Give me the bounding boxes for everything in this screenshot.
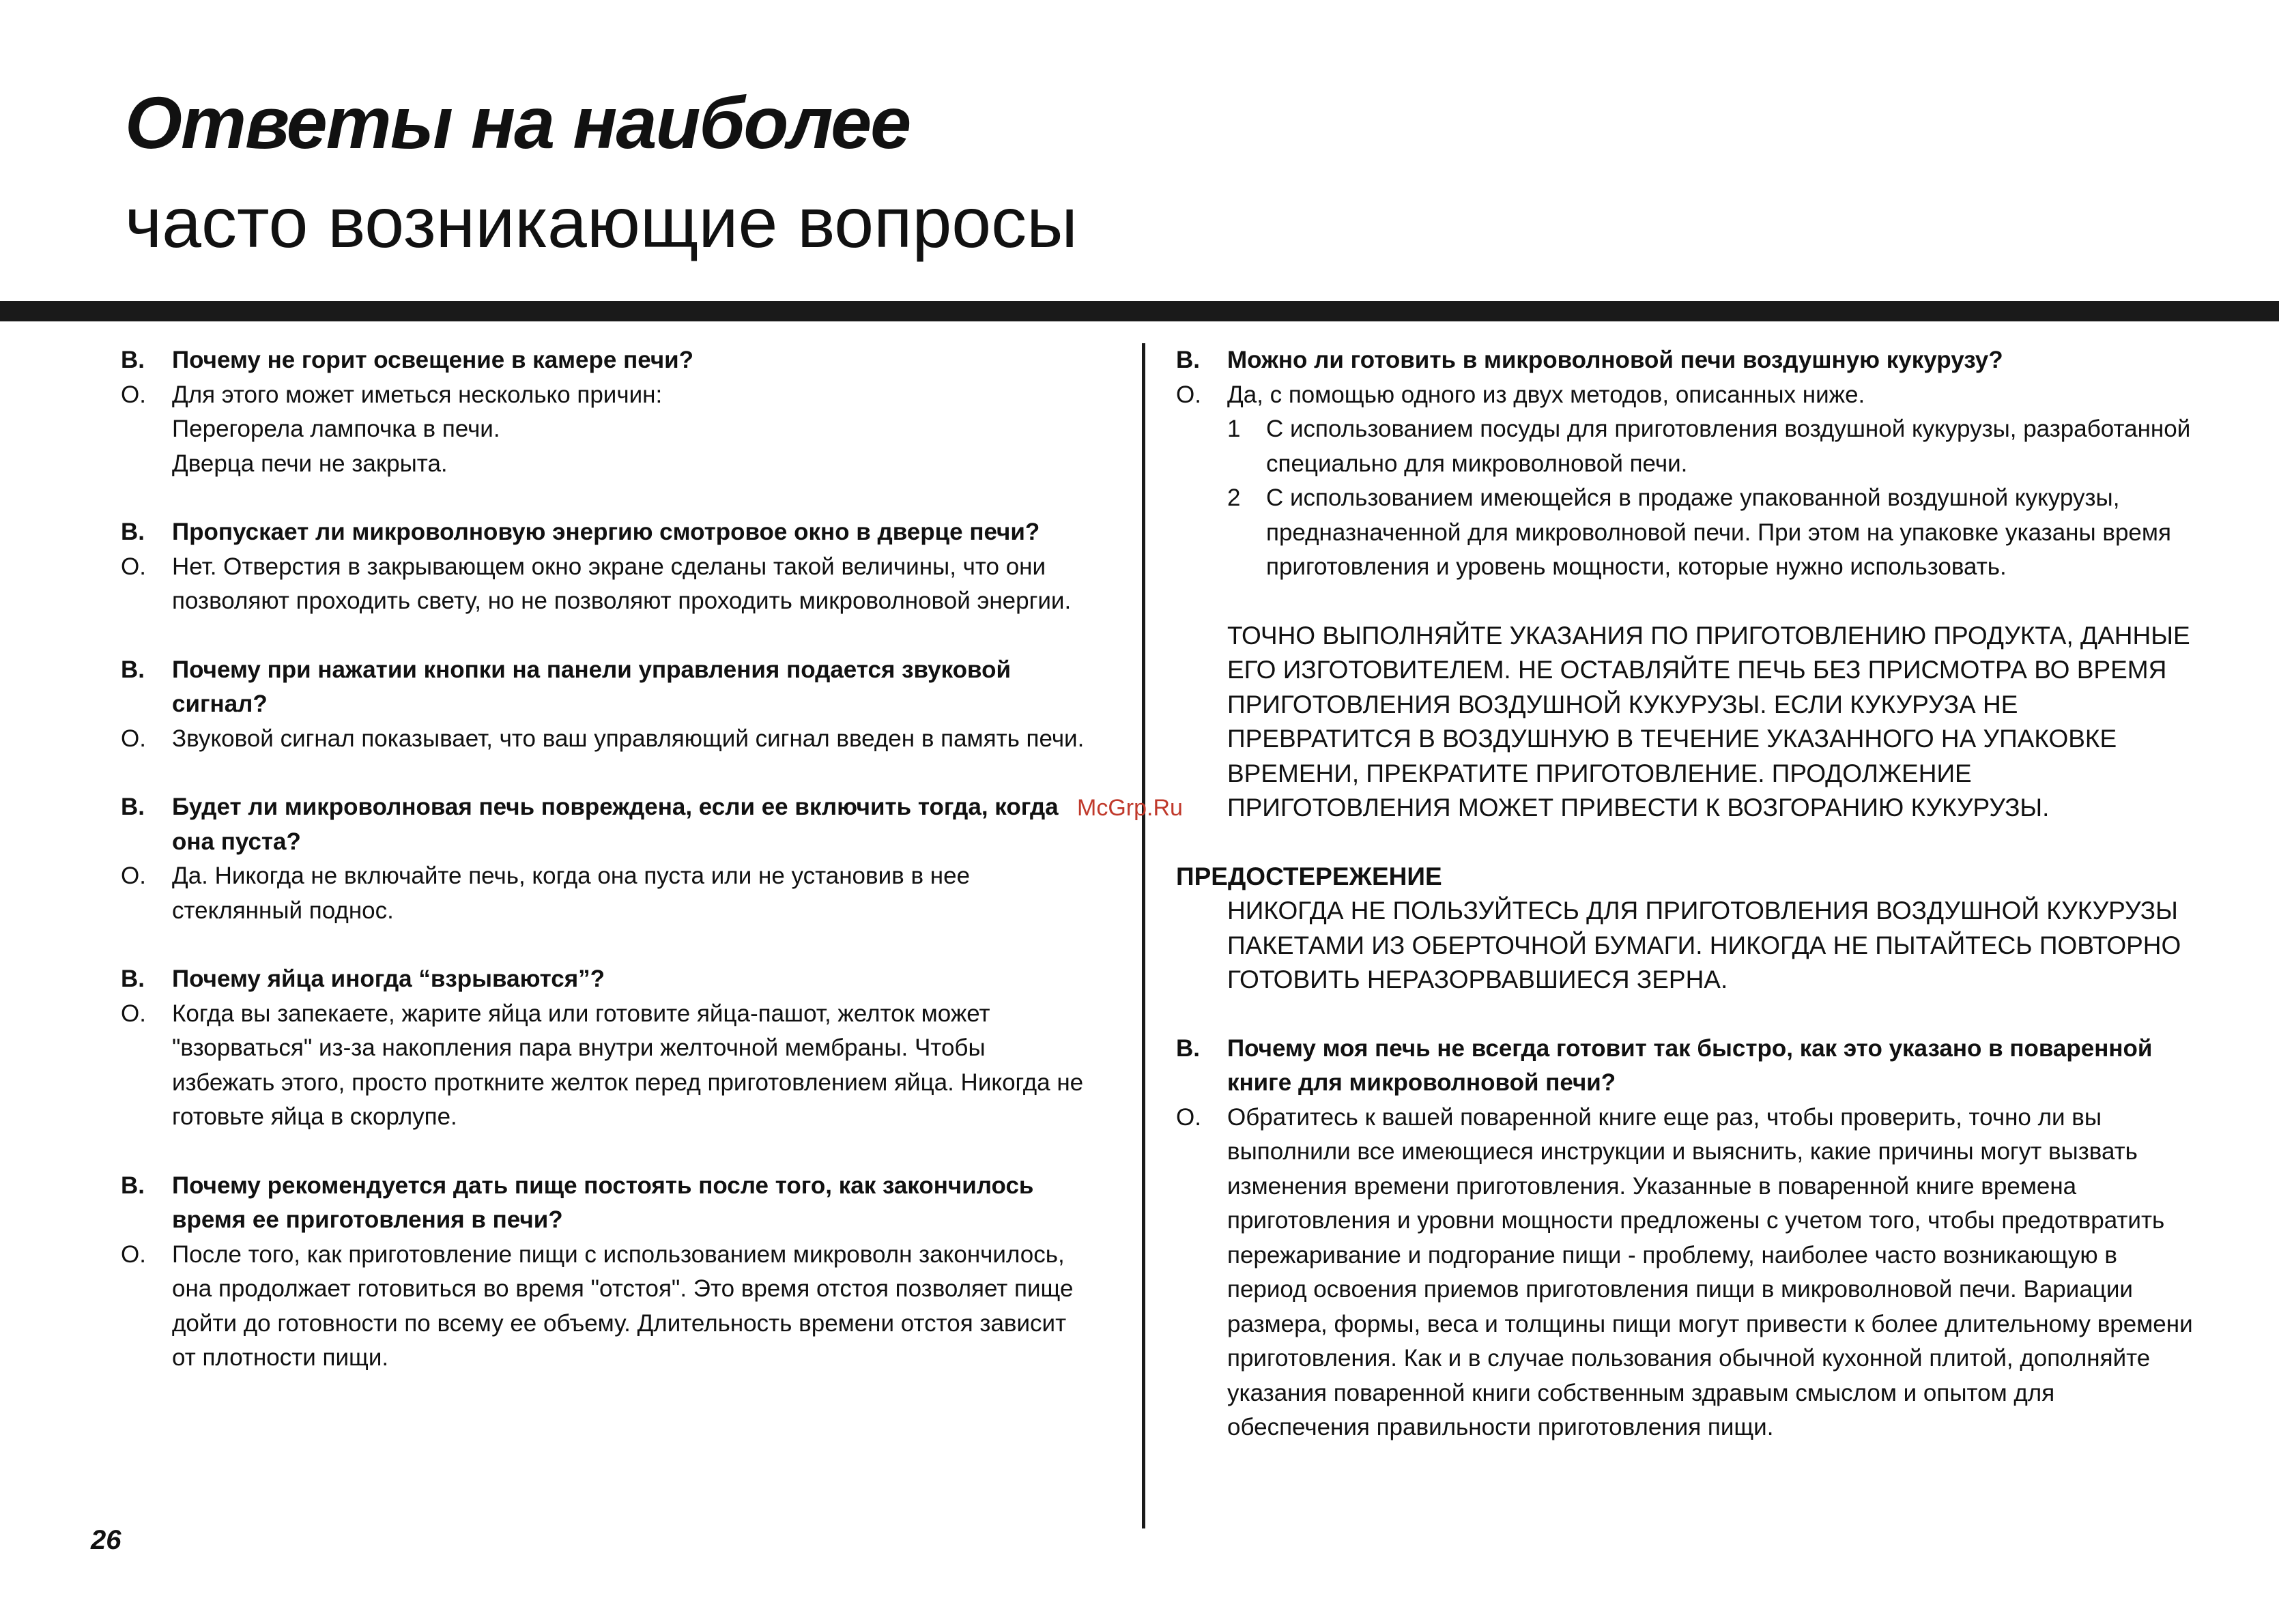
answer-text: Звуковой сигнал показывает, что ваш управляющий сигнал введен в память печи.: [172, 725, 1085, 752]
faq-item: [121, 653, 1090, 757]
answer-text: После того, как приготовление пищи с использованием микроволн закончилось, она продолжает готовиться во время "отстоя". Это время отстоя позволяет пище дойти до готовности по всему ее объему. Длительность времени отстоя зависит от плотности пищи.: [172, 1241, 1074, 1371]
method-list: [1227, 412, 2200, 585]
list-number: 1: [1227, 416, 1241, 442]
question-text: Будет ли микроволновая печь повреждена, если ее включить тогда, когда она пуста?: [172, 794, 1059, 855]
column-divider: [1142, 343, 1145, 1528]
page-number: 26: [91, 1525, 121, 1555]
question-marker: В.: [121, 347, 145, 373]
answer-text: Когда вы запекаете, жарите яйца или готовите яйца-пашот, желток может "взорваться" из-за накопления пара внутри желточной мембраны. Чтобы избежать этого, просто проткните желток перед приготовлением яйца. Никогда не готовьте яйца в скорлупе.: [172, 1000, 1084, 1130]
question-marker: В.: [1176, 1034, 1200, 1062]
page-title: Ответы на наиболее: [125, 81, 911, 164]
question-marker: В.: [121, 656, 145, 683]
watermark: McGrp.Ru: [1077, 795, 1183, 821]
faq-item: [121, 1169, 1090, 1376]
list-number: 2: [1227, 484, 1241, 511]
faq-item: [121, 962, 1090, 1135]
question-text: Пропускает ли микроволновую энергию смотровое окно в дверце печи?: [172, 519, 1040, 545]
faq-item-popcorn: [1176, 343, 2200, 585]
faq-item: [121, 343, 1090, 481]
answer-marker: О.: [121, 1000, 146, 1027]
list-text: С использованием имеющейся в продаже упакованной воздушной кукурузы, предназначенной для микроволновой печи. При этом на упаковке указаны время приготовления и уровень мощности, которые нужно использовать.: [1266, 484, 2171, 580]
header-rule: [0, 301, 2279, 321]
page-subtitle: часто возникающие вопросы: [125, 184, 1078, 263]
answer-marker: О.: [121, 1241, 146, 1268]
answer-marker: О.: [1176, 381, 1201, 408]
right-column: [1176, 343, 2200, 1479]
popcorn-notice: ТОЧНО ВЫПОЛНЯЙТЕ УКАЗАНИЯ ПО ПРИГОТОВЛЕНИЮ ПРОДУКТА, ДАННЫЕ ЕГО ИЗГОТОВИТЕЛЕМ. НЕ ОСТАВЛЯЙТЕ ПЕЧЬ БЕЗ ПРИСМОТРА ВО ВРЕМЯ ПРИГОТОВЛЕНИЯ ВОЗДУШНОЙ КУКУРУЗЫ. ЕСЛИ КУКУРУЗА НЕ ПРЕВРАТИТСЯ В ВОЗДУШНУЮ В ТЕЧЕНИЕ УКАЗАННОГО НА УПАКОВКЕ ВРЕМЕНИ, ПРЕКРАТИТЕ ПРИГОТОВЛЕНИЕ. ПРОДОЛЖЕНИЕ ПРИГОТОВЛЕНИЯ МОЖЕТ ПРИВЕСТИ К ВОЗГОРАНИЮ КУКУРУЗЫ.: [1227, 621, 2190, 822]
left-column: [121, 343, 1090, 1410]
list-item: [1227, 481, 2200, 585]
faq-item: [121, 515, 1090, 619]
warning-heading: ПРЕДОСТЕРЕЖЕНИЕ: [1176, 862, 1442, 890]
answer-marker: О.: [121, 553, 146, 580]
question-marker: В.: [121, 794, 145, 820]
answer-text: Обратитесь к вашей поваренной книге еще раз, чтобы проверить, точно ли вы выполнили все имеющиеся инструкции и выяснить, какие причины могут вызвать изменения времени приготовления. Указанные в поваренной книге времена приготовления и уровни мощности предложены с учетом того, чтобы предотвратить пережаривание и подгорание пищи - проблему, наиболее часто возникающую в период освоения приемов приготовления пищи в микроволновой печи. Вариации размера, формы, веса и толщины пищи могут привести к более длительному времени приготовления. Как и в случае пользования обычной кухонной плитой, дополняйте указания поваренной книги собственным здравым смыслом и опытом для обеспечения правильности приготовления пищи.: [1227, 1103, 2193, 1440]
question-marker: В.: [1176, 347, 1200, 373]
faq-item: [121, 790, 1090, 928]
question-marker: В.: [121, 966, 145, 992]
answer-text: Дверца печи не закрыта.: [172, 450, 448, 477]
answer-text: Для этого может иметься несколько причин:: [172, 381, 663, 408]
answer-text: Да. Никогда не включайте печь, когда она пуста или не установив в нее стеклянный поднос.: [172, 862, 971, 924]
answer-text: Перегорела лампочка в печи.: [172, 416, 500, 442]
list-item: [1227, 412, 2200, 481]
question-marker: В.: [121, 519, 145, 545]
answer-marker: О.: [1176, 1103, 1201, 1131]
question-text: Почему не горит освещение в камере печи?: [172, 347, 694, 373]
answer-text: Да, с помощью одного из двух методов, описанных ниже.: [1227, 381, 1865, 408]
faq-item-cookbook: [1176, 1032, 2200, 1445]
warning-block: [1176, 860, 2200, 998]
list-text: С использованием посуды для приготовления воздушной кукурузы, разработанной специально для микроволновой печи.: [1266, 416, 2191, 477]
answer-marker: О.: [121, 862, 146, 889]
answer-marker: О.: [121, 725, 146, 752]
warning-text: НИКОГДА НЕ ПОЛЬЗУЙТЕСЬ ДЛЯ ПРИГОТОВЛЕНИЯ ВОЗДУШНОЙ КУКУРУЗЫ ПАКЕТАМИ ИЗ ОБЕРТОЧНОЙ БУМАГИ. НИКОГДА НЕ ПЫТАЙТЕСЬ ПОВТОРНО ГОТОВИТЬ НЕРАЗОРВАВШИЕСЯ ЗЕРНА.: [1227, 897, 2181, 994]
answer-text: Нет. Отверстия в закрывающем окно экране сделаны такой величины, что они позволяют проходить свету, но не позволяют проходить микроволновой энергии.: [172, 553, 1072, 614]
question-marker: В.: [121, 1172, 145, 1199]
question-text: Почему рекомендуется дать пище постоять после того, как закончилось время ее приготовления в печи?: [172, 1172, 1034, 1233]
question-text: Почему моя печь не всегда готовит так быстро, как это указано в поваренной книге для микроволновой печи?: [1227, 1034, 2153, 1096]
answer-marker: О.: [121, 381, 146, 408]
question-text: Почему яйца иногда “взрываются”?: [172, 966, 605, 992]
question-text: Почему при нажатии кнопки на панели управления подается звуковой сигнал?: [172, 656, 1011, 717]
question-text: Можно ли готовить в микроволновой печи воздушную кукурузу?: [1227, 347, 2003, 373]
